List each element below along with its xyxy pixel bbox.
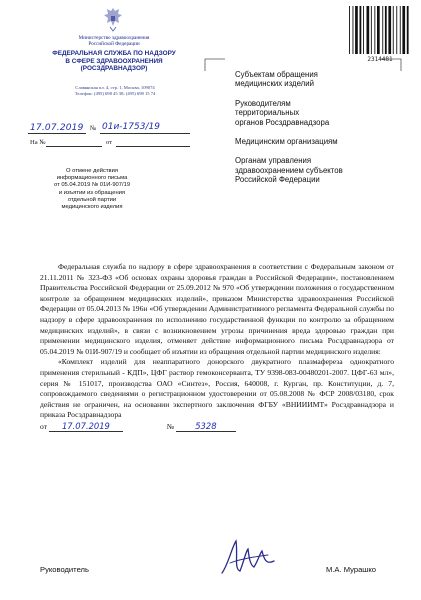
addressee-4-line-1: Органам управления	[235, 156, 312, 166]
addressee-2-line-2: территориальных	[235, 108, 300, 118]
subject-line-4: и изъятии из обращения	[58, 189, 126, 196]
ministry-line-1: Министерство здравоохранения	[78, 35, 150, 41]
barcode-bar	[400, 6, 401, 54]
barcode-bar	[393, 6, 394, 54]
addressee-3-line-1: Медицинским организациям	[235, 137, 338, 147]
agency-line-2: В СФЕРЕ ЗДРАВООХРАНЕНИЯ	[65, 57, 163, 65]
body-paragraph-2: «Комплект изделий для неаппаратного донорского двукратного плазмафереза однократного применения стерильный - КДП», ЦФГ раствор гемоконсерванта, ТУ 9398-083-00480201-2007. ЦФГ-63 мл», серия № 151017, производства ОАО «Синтез», Россия, 640008, г. Курган, пр. Конституции, д. 7, сопровождаемого сведениями о регистрационном удостоверении от 05.08.2008 № ФСР 2008/03180, срок действия не ограничен, на основании экспертного заключения ФГБУ «ВНИИИМТ» Росздравнадзора и приказа Росздравнадзора	[40, 357, 394, 420]
order-ot-label: от	[40, 421, 48, 431]
addressee-2	[235, 99, 410, 127]
barcode-number: 2314481	[367, 56, 393, 63]
body-paragraph-1: Федеральная служба по надзору в сфере здравоохранения в соответствии с Федеральным законом от 21.11.2011 № 323-ФЗ «Об основах охраны здоровья граждан в Российской Федерации», постановлением Правительства Российской Федерации от 25.09.2012 № 970 «Об утверждении положения о государственном контроле за обращением медицинских изделий», приказом Министерства здравоохранения Российской Федерации от 05.04.2013 № 196н «Об утверждении Административного регламента Федеральной службы по надзору в сфере здравоохранения по исполнению государственной функции по контролю за обращением медицинских изделий», в связи с возникновением угрозы причинения вреда здоровью граждан при применении медицинского изделия, отменяет действие информационного письма Росздравнадзора от 05.04.2019 № 01И-907/19 и сообщает об изъятии из обращения отдельной партии медицинского изделия:	[40, 262, 394, 356]
address-line-1: Славянская пл. 4, стр. 1, Москва, 109074	[75, 85, 155, 90]
incoming-number-label: На №	[30, 139, 46, 146]
order-number-label: №	[166, 421, 174, 431]
ministry-name	[44, 35, 184, 48]
barcode-bar	[382, 6, 383, 54]
corner-mark-left	[204, 58, 226, 72]
coat-of-arms-icon	[102, 6, 124, 32]
barcode-bar	[349, 6, 350, 54]
subject-line-2: информационного письма	[56, 175, 128, 182]
barcode	[348, 4, 410, 56]
addressee-4-line-3: Российской Федерации	[235, 175, 320, 185]
address-line-2: Телефон: (495) 698 45 38; (495) 698 15 74	[74, 91, 156, 96]
signatory-name: М.А. Мурашко	[326, 565, 377, 574]
ministry-line-2: Российской Федерации	[88, 41, 140, 48]
incoming-date-label: от	[106, 139, 113, 146]
addressee-3	[235, 137, 410, 146]
barcode-bar	[396, 6, 397, 54]
barcode-bar	[367, 6, 370, 54]
agency-line-3: (РОСЗДРАВНАДЗОР)	[80, 65, 148, 73]
signatory-title: Руководитель	[40, 565, 89, 574]
registration-date: 17.07.2019	[30, 123, 84, 133]
barcode-bar	[374, 6, 375, 54]
agency-address	[40, 85, 190, 97]
addressee-1-line-1: Субъектам обращения	[235, 70, 318, 79]
order-number: 5328	[176, 422, 236, 432]
barcode-bar	[363, 6, 364, 54]
barcode-bar	[402, 6, 405, 54]
barcode-bar	[353, 6, 354, 54]
subject-line-6: медицинского изделия	[61, 204, 123, 211]
barcode-bar	[377, 6, 380, 54]
subject-line-3: от 05.04.2019 № 01И-907/19	[53, 182, 131, 189]
registration-number: 01и-1753/19	[102, 122, 160, 132]
registration-number-underline	[100, 133, 190, 134]
subject-line-5: отдельной партии	[67, 196, 117, 203]
letter-body	[40, 262, 394, 433]
addressee-2-line-3: органов Росздравнадзора	[235, 117, 330, 127]
barcode-bar	[388, 6, 391, 54]
barcode-bar	[385, 6, 387, 54]
addressee-4	[235, 156, 410, 184]
handwritten-signature	[218, 535, 280, 579]
agency-line-1: ФЕДЕРАЛЬНАЯ СЛУЖБА ПО НАДЗОРУ	[52, 50, 176, 57]
incoming-date-underline	[116, 146, 190, 147]
subject-line-1: О отмене действия	[66, 168, 118, 174]
order-date: 17.07.2019	[49, 422, 123, 432]
subject-block	[32, 168, 152, 211]
agency-name	[34, 50, 194, 73]
barcode-bar	[407, 6, 409, 54]
order-reference	[40, 422, 394, 433]
addressee-1	[235, 70, 410, 89]
registration-number-label: №	[90, 125, 97, 132]
addressee-block	[235, 70, 410, 185]
barcode-bar	[360, 6, 362, 54]
barcode-bar	[371, 6, 372, 54]
barcode-bar	[355, 6, 358, 54]
incoming-number-underline	[46, 146, 102, 147]
registration-date-underline	[28, 133, 86, 134]
addressee-2-line-1: Руководителям	[235, 98, 291, 108]
addressee-4-line-2: здравоохранением субъектов	[235, 165, 343, 175]
addressee-1-line-2: медицинских изделий	[235, 79, 314, 89]
